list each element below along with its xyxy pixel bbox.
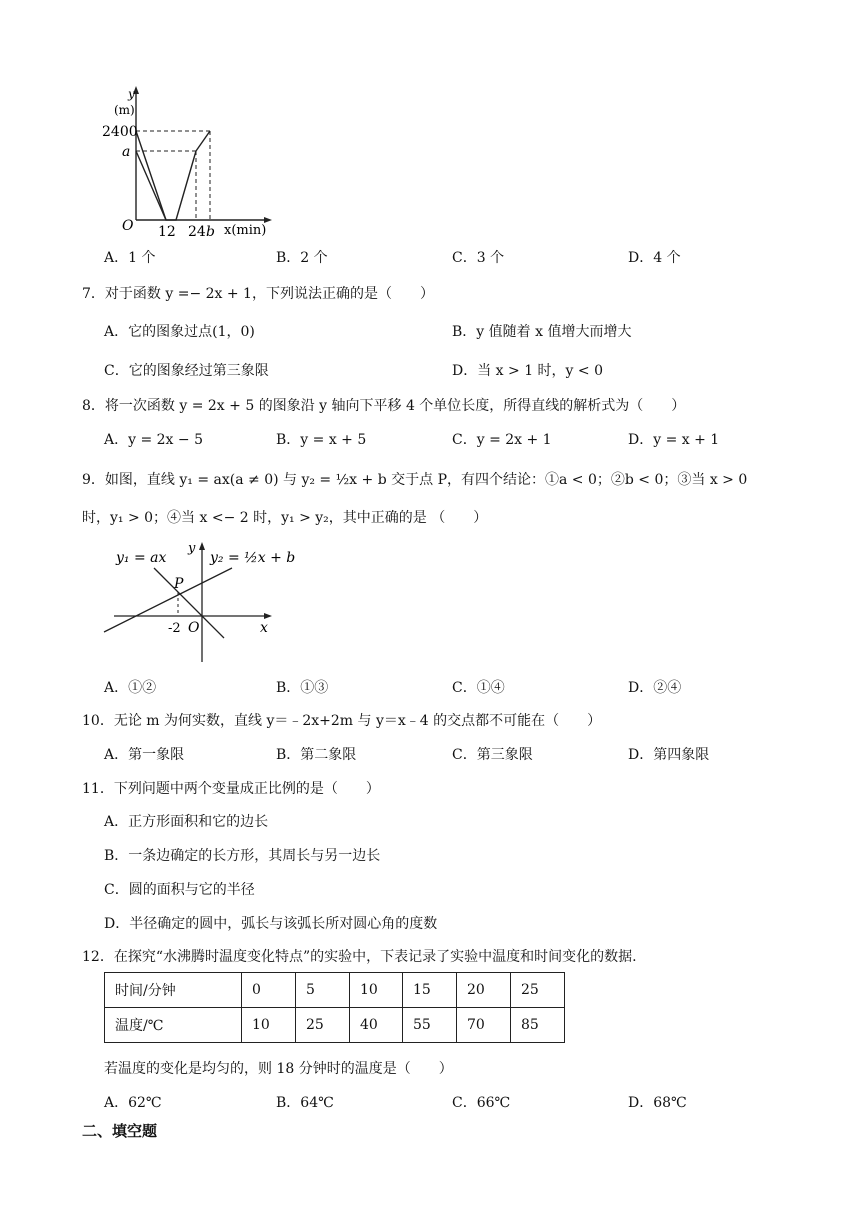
q12-option-d[interactable]: D．68℃ (628, 1095, 687, 1111)
table-row (105, 973, 565, 1008)
q7-option-c[interactable]: C．它的图象经过第三象限 (104, 363, 269, 379)
q8-option-a[interactable]: A．y = 2x − 5 (104, 432, 203, 448)
q6-line-1 (136, 131, 196, 220)
q10-option-a[interactable]: A．第一象限 (104, 747, 185, 763)
table-cell: 25 (511, 973, 565, 1008)
q8-option-d[interactable]: D．y = x + 1 (628, 432, 720, 448)
q12-option-c[interactable]: C．66℃ (452, 1095, 511, 1111)
q8-option-c[interactable]: C．y = 2x + 1 (452, 432, 552, 448)
q9-y2-label: y₂ = ½x + b (210, 550, 296, 566)
q12-follow: 若温度的变化是均匀的，则 18 分钟时的温度是（ ） (104, 1061, 453, 1077)
q6-y-unit: (m) (114, 103, 135, 117)
q12-option-b[interactable]: B．64℃ (276, 1095, 334, 1111)
q9-origin: O (188, 620, 200, 636)
q9-stem-line2: 时，y₁ > 0；④当 x <− 2 时，y₁ > y₂，其中正确的是 （ ） (82, 510, 488, 526)
q6-origin: O (122, 218, 134, 234)
table-cell: 5 (296, 973, 350, 1008)
q11-option-d[interactable]: D．半径确定的圆中，弧长与该弧长所对圆心角的度数 (104, 916, 438, 932)
q11-option-b[interactable]: B．一条边确定的长方形，其周长与另一边长 (104, 848, 381, 864)
table-cell: 25 (296, 1008, 350, 1043)
q10-stem: 10．无论 m 为何实数，直线 y＝﹣2x+2m 与 y＝x﹣4 的交点都不可能在（ ） (82, 713, 602, 729)
q7-stem: 7．对于函数 y =− 2x + 1，下列说法正确的是（ ） (82, 286, 434, 302)
q11-stem: 11．下列问题中两个变量成正比例的是（ ） (82, 781, 380, 797)
table-cell: 85 (511, 1008, 565, 1043)
q11-option-a[interactable]: A．正方形面积和它的边长 (104, 814, 269, 830)
q12-stem: 12．在探究“水沸腾时温度变化特点”的实验中，下表记录了实验中温度和时间变化的数据. (82, 949, 637, 965)
table-cell: 10 (242, 1008, 296, 1043)
q8-stem: 8．将一次函数 y = 2x + 5 的图象沿 y 轴向下平移 4 个单位长度，所得直线的解析式为（ ） (82, 398, 686, 414)
q9-point-label: P (174, 576, 184, 592)
table-cell: 55 (403, 1008, 457, 1043)
table-cell: 20 (457, 973, 511, 1008)
q9-y-arrow (199, 542, 205, 550)
q6-option-a[interactable]: A．1 个 (104, 250, 156, 266)
q10-option-b[interactable]: B．第二象限 (276, 747, 357, 763)
q6-x-12: 12 (158, 224, 176, 240)
q6-option-c[interactable]: C．3 个 (452, 250, 505, 266)
table-cell: 10 (350, 973, 403, 1008)
q6-x-b: b (206, 224, 215, 240)
q6-graph (100, 84, 280, 240)
q12-table (104, 972, 565, 1043)
q6-y-label: y (128, 87, 135, 101)
q11-option-c[interactable]: C．圆的面积与它的半径 (104, 882, 255, 898)
q9-y-axis-label: y (188, 541, 196, 556)
q9-stem-line1: 9．如图，直线 y₁ = ax(a ≠ 0) 与 y₂ = ½x + b 交于点 P，有四个结论：①a < 0；②b < 0；③当 x > 0 (82, 472, 748, 488)
q6-x-24: 24 (188, 224, 206, 240)
table-cell: 温度/℃ (105, 1008, 242, 1043)
table-cell: 70 (457, 1008, 511, 1043)
q6-option-b[interactable]: B．2 个 (276, 250, 328, 266)
table-cell: 15 (403, 973, 457, 1008)
q8-option-b[interactable]: B．y = x + 5 (276, 432, 367, 448)
q12-option-a[interactable]: A．62℃ (104, 1095, 162, 1111)
q7-option-d[interactable]: D．当 x > 1 时，y < 0 (452, 363, 604, 379)
q6-line-3 (196, 131, 210, 151)
q7-option-a[interactable]: A．它的图象过点(1，0) (104, 324, 255, 340)
q9-x-axis-label: x (260, 620, 268, 636)
q6-label-a: a (122, 144, 131, 160)
q9-option-a[interactable]: A．①② (104, 680, 157, 696)
q10-option-d[interactable]: D．第四象限 (628, 747, 710, 763)
q6-label-2400: 2400 (102, 124, 138, 140)
q9-option-b[interactable]: B．①③ (276, 680, 329, 696)
q9-y1-label: y₁ = ax (116, 550, 167, 566)
q6-line-2 (136, 151, 166, 220)
q9-option-d[interactable]: D．②④ (628, 680, 682, 696)
table-row (105, 1008, 565, 1043)
table-cell: 时间/分钟 (105, 973, 242, 1008)
q9-graph (100, 538, 300, 666)
q6-option-d[interactable]: D．4 个 (628, 250, 681, 266)
q7-option-b[interactable]: B．y 值随着 x 值增大而增大 (452, 324, 632, 340)
section-title: 二、填空题 (82, 1122, 158, 1140)
table-cell: 40 (350, 1008, 403, 1043)
q10-option-c[interactable]: C．第三象限 (452, 747, 533, 763)
q9-x-arrow (264, 613, 272, 619)
table-cell: 0 (242, 973, 296, 1008)
q9-minus2: -2 (168, 621, 181, 636)
q6-x-label: x(min) (224, 223, 267, 238)
q9-option-c[interactable]: C．①④ (452, 680, 505, 696)
